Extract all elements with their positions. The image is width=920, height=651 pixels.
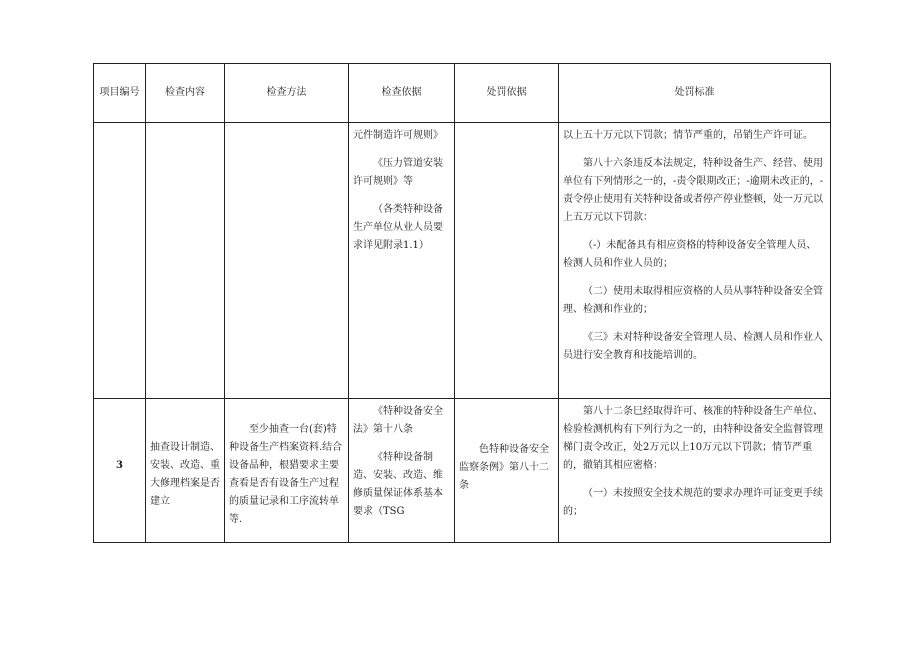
cell-method (225, 123, 349, 399)
inspection-table (93, 63, 831, 543)
cell-number (94, 123, 146, 399)
standard-paragraph: （二）使用未取得相应资格的人员从事特种设备安全管理、检测和作业的； (563, 286, 823, 315)
basis-line: （各类特种设备生产单位从业人员要求详见附录1.1） (353, 204, 443, 251)
standard-paragraph: 《三》未对特种设备安全管理人员、检测人员和作业人员进行安全教育和技能培训的。 (563, 332, 823, 361)
content-text: 抽查设计制造、安装、改造、重大修理档案是否建立 (150, 442, 220, 507)
method-text: 至少抽查一台(套)特种设备生产档案资料.结合设备品种，根猎要求主要查看是否有设备生产过程的质量记录和工序流转单等. (229, 424, 343, 525)
cell-content (146, 123, 225, 399)
standard-paragraph: 第八十二条巳经取得许可、核准的特种设备生产单位、检验检测机构有下列行为之一的，由特种设备安全监督管理梯门责令改正，处2万元以上10万元以下罚款；情节严重的，撤销其相应密格： (563, 406, 823, 471)
cell-basis (349, 399, 455, 543)
basis-line: 《特种设备制造、安装、改造、维修质量保证体系基本要求（TSG (353, 452, 443, 517)
cell-content (146, 399, 225, 543)
basis-line: 元件制造许可规则》 (353, 130, 443, 141)
table-row (94, 399, 831, 543)
cell-penalty (455, 123, 559, 399)
cell-standard (559, 399, 831, 543)
header-check-basis: 检查依据 (349, 64, 455, 123)
header-check-method: 检查方法 (225, 64, 349, 123)
cell-standard (559, 123, 831, 399)
header-penalty-standard: 处罚标准 (559, 64, 831, 123)
basis-line: 《特种设备安全法》第十八条 (353, 406, 443, 435)
header-row (94, 64, 831, 123)
cell-penalty (455, 399, 559, 543)
standard-paragraph: 第八十六条违反本法规定，特种设备生产、经营、使用单位有下列情形之一的，-责令限期改正；-逾期未改正的，-责令停止使用有关特种设备或者停产停业整顿，处一万元以上五万元以下罚款： (563, 158, 824, 223)
cell-method (225, 399, 349, 543)
item-number: 3 (116, 460, 123, 471)
header-penalty-basis: 处罚依据 (455, 64, 559, 123)
header-item-number: 项目编号 (94, 64, 146, 123)
cell-number (94, 399, 146, 543)
table-row (94, 123, 831, 399)
standard-paragraph: （一）未按照安全技术规范的要求办理许可证变更手续的； (563, 488, 823, 517)
cell-basis (349, 123, 455, 399)
penalty-text: 色特种设备安全监察条例》第八十二条 (459, 444, 549, 491)
header-check-content: 检查内容 (146, 64, 225, 123)
basis-line: 《压力管道安装许可规则》等 (353, 158, 443, 187)
standard-paragraph: （-）未配备具有相应资格的特种设备安全管理人员、检测人员和作业人员的； (563, 240, 817, 269)
standard-paragraph: 以上五十万元以下罚款；情节严重的，吊销生产许可证。 (563, 130, 813, 141)
